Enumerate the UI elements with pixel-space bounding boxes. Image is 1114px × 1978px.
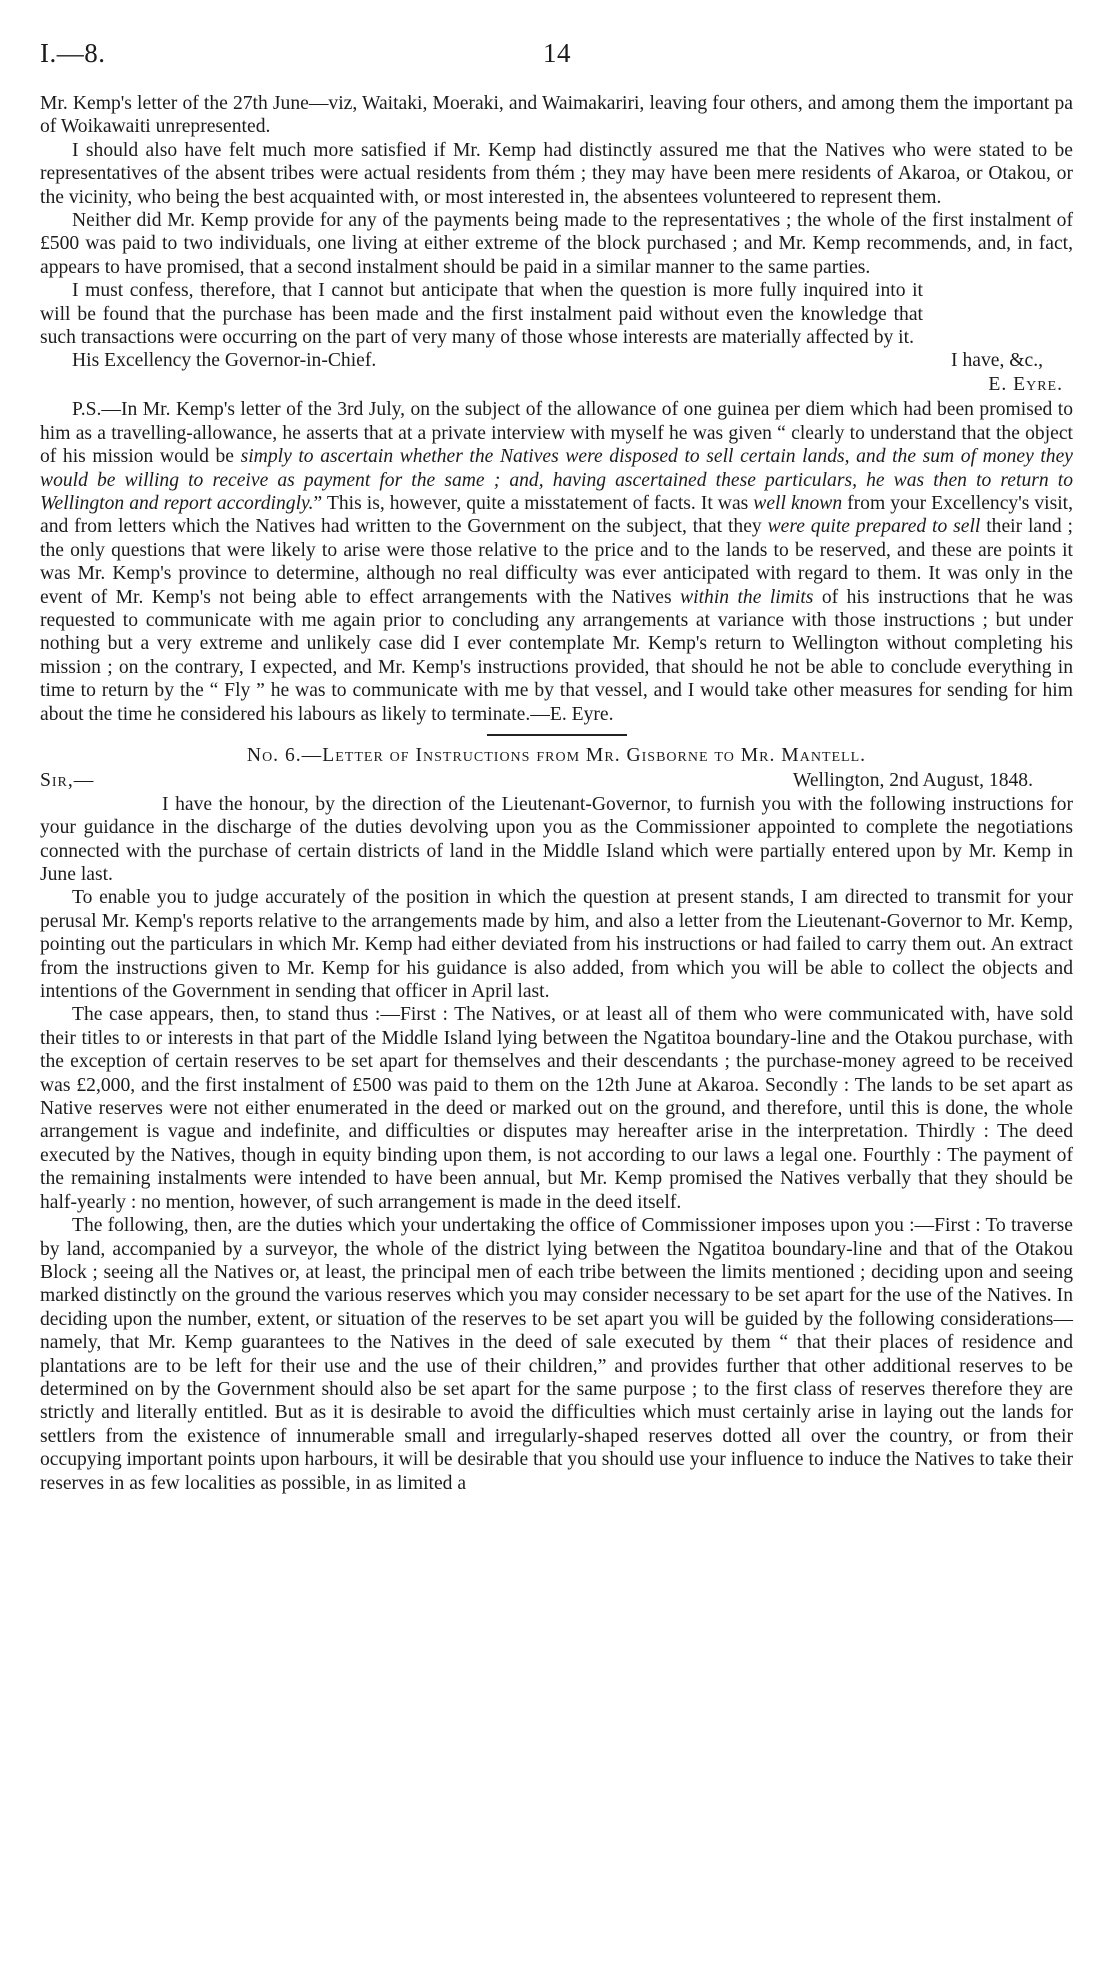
- postscript-text: their land ; the only questions that were likely to arise were those relative to the price and to the lands to be reserved, and these are points it was Mr. Kemp's province to determine, although no real difficulty was ever anticipated with regard to them. It was only in the event of Mr. Kemp's not being able to effect arrangements with the Natives: [40, 516, 1073, 608]
- document-body: [40, 92, 1073, 1495]
- signature: E. Eyre.: [988, 373, 1063, 395]
- dateline: Wellington, 2nd August, 1848.: [792, 770, 1033, 792]
- postscript-text: of his instructions that he was requested to communicate with me again prior to concluding any arrangements at variance with those instructions ; but under nothing but a very extreme and unlikely case did I ever contemplate Mr. Kemp's return to Wellington without completing his mission ; on the contrary, I expected, and Mr. Kemp's instructions provided, that should he not be able to conclude everything in time to return by the “ Fly ” he was to communicate with me by that vessel, and I would take other measures for sending for him about the time he considered his labours as likely to terminate.—E. Eyre.: [40, 586, 1074, 725]
- postscript-quote: simply to ascertain whether the Natives were disposed to sell certain lands, and the sum of money they would be willing to receive as payment for the same ; and, having ascertained these particulars, he was then to return to Wellington and report accordingly.: [40, 446, 1073, 514]
- paragraph: I must confess, therefore, that I cannot but anticipate that when the question is more fully inquired into it will be found that the purchase has been made and the first instalment paid without even the knowledge that such transactions were occurring on the part of very many of those whose interests are materially affected by it.: [40, 280, 923, 349]
- valediction: I have, &c.,: [951, 350, 1043, 372]
- page-number: 14: [543, 38, 571, 68]
- paragraph: The following, then, are the duties which your undertaking the office of Commissioner imposes upon you :—First : To traverse by land, accompanied by a surveyor, the whole of the district lying between the Ngatitoa boundary-line and that of the Otakou Block ; seeing all the Natives or, at least, the principal men of each tribe between the limits mentioned ; deciding upon and seeing marked distinctly on the ground the various reserves which you may consider necessary to be set apart for the use of the Natives. In deciding upon the number, extent, or situation of the reserves to be set apart you will be guided by the following considerations—namely, that Mr. Kemp guarantees to the Natives in the deed of sale executed by them “ that their places of residence and plantations are to be left for their use and the use of their children,” and provides further that other additional reserves to be determined on by the Government should also be set apart for the same purpose ; to the first class of reserves therefore they are strictly and literally entitled. But as it is desirable to avoid the difficulties which must certainly arise in laying out the lands for settlers from the existence of innumerable small and irregularly-shaped reserves dotted all over the country, or from their occupying important points upon harbours, it will be desirable that you should use your influence to induce the Natives to take their reserves in as few localities as possible, in as limited a: [40, 1215, 1073, 1494]
- paragraph: Neither did Mr. Kemp provide for any of the payments being made to the representatives ; the whole of the first instalment of £500 was paid to two individuals, one living at either extreme of the block purchased ; and Mr. Kemp recommends, and, in fact, appears to have promised, that a second instalment should be paid in a similar manner to the same parties.: [40, 210, 1073, 278]
- paragraph: The case appears, then, to stand thus :—First : The Natives, or at least all of them who were communicated with, have sold their titles to or interests in that part of the Middle Island lying between the Ngatitoa boundary-line and the Otakou purchase, with the exception of certain reserves to be set apart for themselves and their descendants ; the purchase-money agreed to be received was £2,000, and the first instalment of £500 was paid to them on the 12th June at Akaroa. Secondly : The lands to be set apart as Native reserves were not either enumerated in the deed or marked out on the ground, and therefore, until this is done, the whole arrangement is vague and indefinite, and difficulties or disputes may hereafter arise in the interpretation. Thirdly : The deed executed by the Natives, though in equity binding upon them, is not according to our laws a legal one. Fourthly : The payment of the remaining instalments were intended to have been annual, but Mr. Kemp promised the Natives verbally that they should be half-yearly : no mention, however, of such arrangement is made in the deed itself.: [40, 1004, 1073, 1213]
- closing-line: [40, 349, 1073, 396]
- postscript-emphasis: within the limits: [680, 586, 814, 608]
- postscript-text: ” This is, however, quite a misstatement of facts. It was: [313, 492, 754, 514]
- postscript-emphasis: well known: [753, 492, 843, 514]
- postscript-emphasis: were quite prepared to sell: [767, 516, 981, 538]
- section-divider: [487, 734, 627, 736]
- document-reference: I.—8.: [40, 38, 106, 68]
- postscript: [40, 398, 1073, 726]
- postscript-text: from your Excellency's visit, and from letters which the Natives had written to the Government on the subject, that they: [40, 492, 1074, 538]
- postscript-text: P.S.—In Mr. Kemp's letter of the 3rd July, on the subject of the allowance of one guinea per diem which had been promised to him as a travelling-allowance, he asserts that at a private interview with myself he was given “ clearly to understand that the object of his mission would be: [40, 399, 1073, 468]
- paragraph: To enable you to judge accurately of the position in which the question at present stands, I am directed to transmit for your perusal Mr. Kemp's reports relative to the arrangements made by him, and also a letter from the Lieutenant-Governor to Mr. Kemp, pointing out the particulars in which Mr. Kemp had either deviated from his instructions or had failed to carry them out. An extract from the instructions given to Mr. Kemp for his guidance is also added, from which you will be able to collect the objects and intentions of the Government in sending that officer in April last.: [40, 887, 1073, 1003]
- letter-heading: [40, 769, 1073, 792]
- paragraph: Mr. Kemp's letter of the 27th June—viz, Waitaki, Moeraki, and Waimakariri, leaving four others, and among them the important pa of Woikawaiti unrepresented.: [40, 93, 1073, 138]
- section-title: No. 6.—Letter of Instructions from Mr. Gisborne to Mr. Mantell.: [246, 744, 867, 766]
- paragraph: I have the honour, by the direction of the Lieutenant-Governor, to furnish you with the following instructions for your guidance in the discharge of the duties devolving upon you as the Commissioner appointed to complete the negotiations connected with the purchase of certain districts of land in the Middle Island which were partially entered upon by Mr. Kemp in June last.: [40, 793, 1073, 885]
- paragraph: I should also have felt much more satisfied if Mr. Kemp had distinctly assured me that the Natives who were stated to be representatives of the absent tribes were actual residents from thém ; they may have been mere residents of Akaroa, or Otakou, or the vicinity, who being the best acquainted with, or most interested in, the absentees volunteered to represent them.: [40, 139, 1073, 208]
- salutation: Sir,—: [40, 770, 95, 792]
- addressee: His Excellency the Governor-in-Chief.: [72, 350, 377, 372]
